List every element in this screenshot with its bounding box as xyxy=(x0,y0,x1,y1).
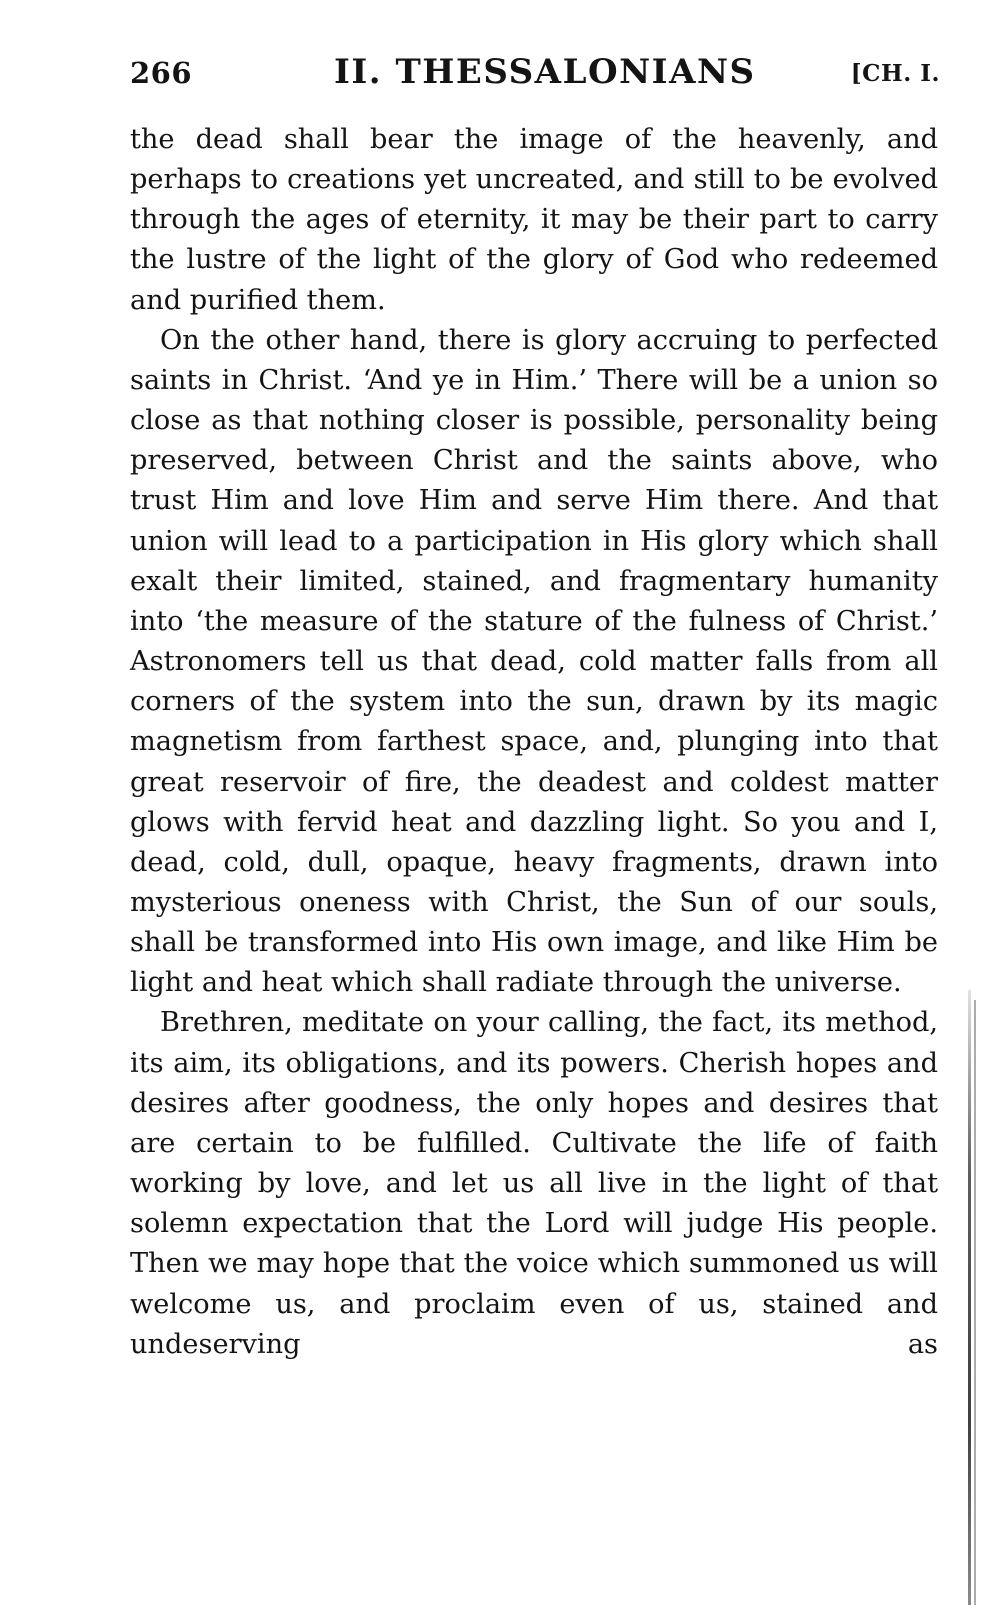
chapter-reference: [CH. I. xyxy=(850,60,940,87)
paragraph-exhortation: Brethren, meditate on your calling, the fact, its method, its aim, its obligations, and its powers. Cherish hopes and desires after goodness, the only hopes and desires that are certain to be fulfilled. Cultivate the life of faith working by love, and let us all live in the light of that solemn expectation that the Lord will judge His people. Then we may hope that the voice which summoned us will welcome us, and proclaim even of us, stained and undeserving as xyxy=(130,1007,938,1360)
running-head xyxy=(130,52,940,96)
paragraph-continued: the dead shall bear the image of the heavenly, and perhaps to creations yet uncreated, and still to be evolved through the ages of eternity, it may be their part to carry the lustre of the light of the glory of God who redeemed and purified them. xyxy=(130,124,938,316)
page-number: 266 xyxy=(130,56,193,90)
page-edge-shadow xyxy=(968,990,971,1605)
paragraph-union-with-christ: On the other hand, there is glory accruing to perfected saints in Christ. ‘And ye in Him.’ There will be a union so close as that nothing closer is possible, personality being preserved, between Christ and the saints above, who trust Him and love Him and serve Him there. And that union will lead to a participation in His glory which shall exalt their limited, stained, and fragmentary humanity into ‘the measure of the stature of the fulness of Christ.’ Astronomers tell us that dead, cold matter falls from all corners of the system into the sun, drawn by its magic magnetism from farthest space, and, plunging into that great reservoir of fire, the deadest and coldest matter glows with fervid heat and dazzling light. So you and I, dead, cold, dull, opaque, heavy fragments, drawn into mysterious oneness with Christ, the Sun of our souls, shall be transformed into His own image, and like Him be light and heat which shall radiate through the universe. xyxy=(130,324,938,999)
page-edge-shadow-inner xyxy=(974,1000,976,1605)
body-text xyxy=(130,120,938,1365)
book-title: II. THESSALONIANS xyxy=(334,52,756,92)
